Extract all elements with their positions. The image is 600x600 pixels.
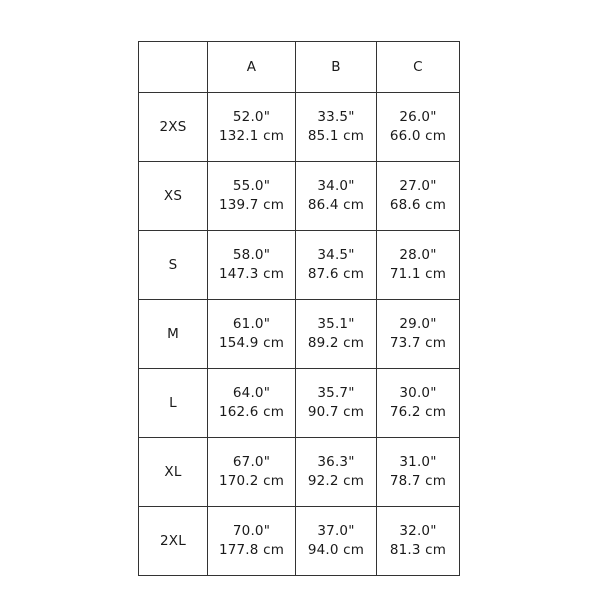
measurement-cell [377, 231, 460, 300]
measurement-cell [296, 162, 377, 231]
cm-value: 94.0 cm [307, 542, 365, 558]
inch-value: 67.0" [232, 454, 271, 470]
size-label: XS [139, 162, 208, 231]
cm-value: 76.2 cm [389, 404, 447, 420]
table-row [139, 507, 460, 576]
table-row [139, 231, 460, 300]
measurement-cell [208, 93, 296, 162]
measurement-cell [296, 231, 377, 300]
measurement-cell [208, 300, 296, 369]
cm-value: 68.6 cm [389, 197, 447, 213]
table-row [139, 438, 460, 507]
cm-value: 86.4 cm [307, 197, 365, 213]
measurement-cell [377, 507, 460, 576]
inch-value: 35.7" [317, 385, 355, 401]
inch-value: 29.0" [399, 316, 437, 332]
inch-value: 52.0" [232, 109, 271, 125]
size-label: S [139, 231, 208, 300]
inch-value: 27.0" [399, 178, 437, 194]
cm-value: 90.7 cm [307, 404, 365, 420]
measurement-cell [208, 231, 296, 300]
inch-value: 58.0" [232, 247, 271, 263]
table-row [139, 369, 460, 438]
size-chart-table [138, 41, 460, 576]
inch-value: 26.0" [399, 109, 437, 125]
measurement-cell [377, 300, 460, 369]
cm-value: 66.0 cm [389, 128, 447, 144]
cm-value: 162.6 cm [218, 404, 285, 420]
cm-value: 87.6 cm [307, 266, 365, 282]
table-row [139, 93, 460, 162]
measurement-cell [377, 162, 460, 231]
measurement-cell [296, 369, 377, 438]
inch-value: 32.0" [399, 523, 437, 539]
measurement-cell [208, 438, 296, 507]
inch-value: 37.0" [317, 523, 355, 539]
header-row [139, 42, 460, 93]
cm-value: 132.1 cm [218, 128, 285, 144]
measurement-cell [296, 300, 377, 369]
measurement-cell [377, 369, 460, 438]
cm-value: 81.3 cm [389, 542, 447, 558]
cm-value: 170.2 cm [218, 473, 285, 489]
measurement-cell [377, 438, 460, 507]
column-header-a: A [208, 42, 296, 93]
measurement-cell [208, 369, 296, 438]
inch-value: 70.0" [232, 523, 271, 539]
inch-value: 30.0" [399, 385, 437, 401]
inch-value: 55.0" [232, 178, 271, 194]
corner-cell [139, 42, 208, 93]
size-label: L [139, 369, 208, 438]
cm-value: 85.1 cm [307, 128, 365, 144]
size-label: XL [139, 438, 208, 507]
cm-value: 92.2 cm [307, 473, 365, 489]
measurement-cell [208, 162, 296, 231]
inch-value: 36.3" [317, 454, 355, 470]
inch-value: 28.0" [399, 247, 437, 263]
measurement-cell [377, 93, 460, 162]
size-label: M [139, 300, 208, 369]
cm-value: 139.7 cm [218, 197, 285, 213]
inch-value: 61.0" [232, 316, 271, 332]
cm-value: 78.7 cm [389, 473, 447, 489]
table-row [139, 300, 460, 369]
cm-value: 73.7 cm [389, 335, 447, 351]
inch-value: 31.0" [399, 454, 437, 470]
cm-value: 154.9 cm [218, 335, 285, 351]
measurement-cell [208, 507, 296, 576]
cm-value: 147.3 cm [218, 266, 285, 282]
inch-value: 35.1" [317, 316, 355, 332]
inch-value: 64.0" [232, 385, 271, 401]
measurement-cell [296, 438, 377, 507]
inch-value: 34.0" [317, 178, 355, 194]
table-row [139, 162, 460, 231]
measurement-cell [296, 507, 377, 576]
inch-value: 34.5" [317, 247, 355, 263]
measurement-cell [296, 93, 377, 162]
cm-value: 71.1 cm [389, 266, 447, 282]
inch-value: 33.5" [317, 109, 355, 125]
cm-value: 177.8 cm [218, 542, 285, 558]
column-header-b: B [296, 42, 377, 93]
column-header-c: C [377, 42, 460, 93]
size-label: 2XL [139, 507, 208, 576]
cm-value: 89.2 cm [307, 335, 365, 351]
size-label: 2XS [139, 93, 208, 162]
